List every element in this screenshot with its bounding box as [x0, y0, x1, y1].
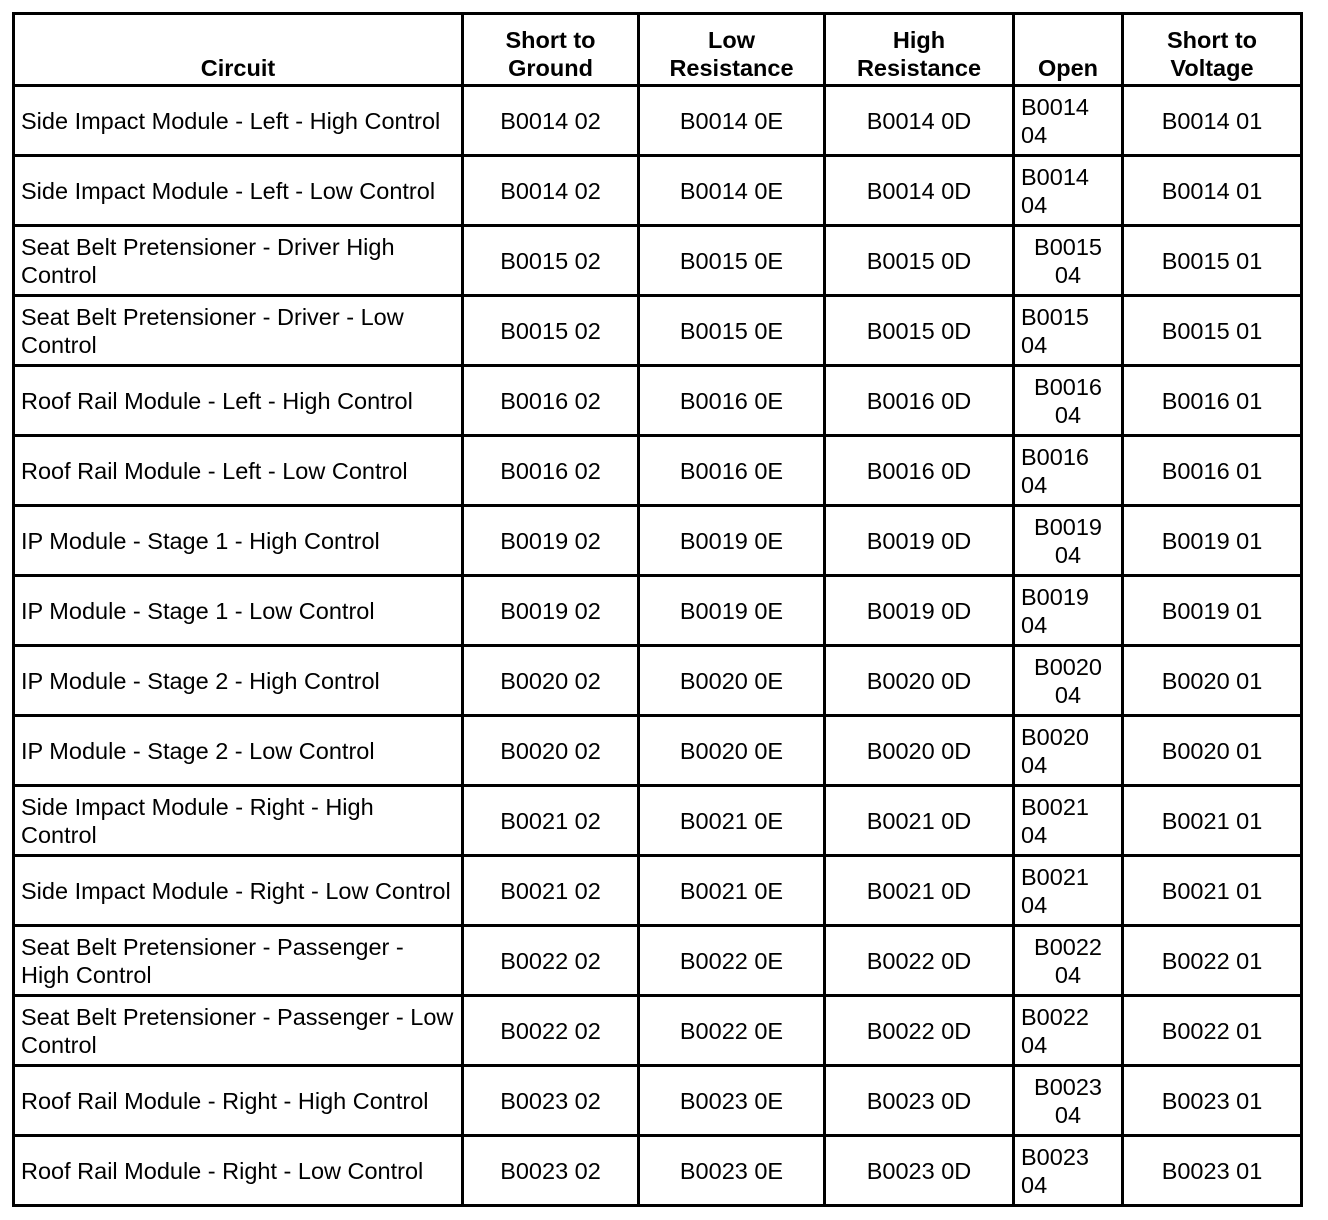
cell-circuit: Side Impact Module - Left - Low Control [14, 156, 463, 226]
cell-circuit: IP Module - Stage 1 - High Control [14, 506, 463, 576]
cell-open: B0021 04 [1014, 856, 1123, 926]
cell-short-to-ground: B0014 02 [463, 86, 639, 156]
cell-short-to-ground: B0023 02 [463, 1136, 639, 1206]
cell-low-resistance: B0014 0E [639, 156, 825, 226]
table-row [14, 576, 1302, 646]
cell-short-to-ground: B0020 02 [463, 716, 639, 786]
cell-short-to-voltage: B0022 01 [1123, 996, 1302, 1066]
cell-circuit: Side Impact Module - Right - High Control [14, 786, 463, 856]
dtc-table [12, 12, 1303, 1207]
cell-short-to-voltage: B0016 01 [1123, 366, 1302, 436]
cell-circuit: Side Impact Module - Right - Low Control [14, 856, 463, 926]
cell-short-to-ground: B0021 02 [463, 786, 639, 856]
cell-short-to-ground: B0016 02 [463, 366, 639, 436]
cell-short-to-ground: B0015 02 [463, 296, 639, 366]
cell-high-resistance: B0014 0D [825, 156, 1014, 226]
table-row [14, 1136, 1302, 1206]
table-row [14, 86, 1302, 156]
cell-circuit: IP Module - Stage 2 - Low Control [14, 716, 463, 786]
cell-open: B0014 04 [1014, 86, 1123, 156]
cell-high-resistance: B0021 0D [825, 856, 1014, 926]
cell-circuit: Roof Rail Module - Left - High Control [14, 366, 463, 436]
table-row [14, 366, 1302, 436]
cell-open: B0015 04 [1014, 226, 1123, 296]
cell-low-resistance: B0020 0E [639, 646, 825, 716]
cell-short-to-voltage: B0015 01 [1123, 226, 1302, 296]
cell-low-resistance: B0022 0E [639, 996, 825, 1066]
cell-short-to-ground: B0014 02 [463, 156, 639, 226]
cell-high-resistance: B0014 0D [825, 86, 1014, 156]
cell-low-resistance: B0021 0E [639, 856, 825, 926]
cell-short-to-voltage: B0014 01 [1123, 86, 1302, 156]
cell-short-to-ground: B0023 02 [463, 1066, 639, 1136]
cell-high-resistance: B0023 0D [825, 1136, 1014, 1206]
cell-high-resistance: B0015 0D [825, 296, 1014, 366]
cell-high-resistance: B0020 0D [825, 646, 1014, 716]
cell-open: B0023 04 [1014, 1136, 1123, 1206]
cell-circuit: Seat Belt Pretensioner - Driver - Low Control [14, 296, 463, 366]
cell-high-resistance: B0023 0D [825, 1066, 1014, 1136]
cell-short-to-voltage: B0021 01 [1123, 856, 1302, 926]
header-high-resistance: High Resistance [825, 14, 1014, 86]
cell-high-resistance: B0022 0D [825, 926, 1014, 996]
cell-high-resistance: B0019 0D [825, 506, 1014, 576]
cell-circuit: IP Module - Stage 1 - Low Control [14, 576, 463, 646]
cell-open: B0015 04 [1014, 296, 1123, 366]
cell-open: B0019 04 [1014, 576, 1123, 646]
cell-open: B0020 04 [1014, 716, 1123, 786]
table-row [14, 506, 1302, 576]
table-row [14, 926, 1302, 996]
header-short-to-voltage: Short to Voltage [1123, 14, 1302, 86]
cell-short-to-voltage: B0016 01 [1123, 436, 1302, 506]
cell-circuit: IP Module - Stage 2 - High Control [14, 646, 463, 716]
cell-short-to-ground: B0020 02 [463, 646, 639, 716]
cell-low-resistance: B0020 0E [639, 716, 825, 786]
cell-short-to-ground: B0019 02 [463, 576, 639, 646]
cell-high-resistance: B0016 0D [825, 436, 1014, 506]
cell-short-to-voltage: B0020 01 [1123, 646, 1302, 716]
cell-short-to-voltage: B0021 01 [1123, 786, 1302, 856]
cell-low-resistance: B0015 0E [639, 226, 825, 296]
table-row [14, 856, 1302, 926]
cell-short-to-voltage: B0023 01 [1123, 1066, 1302, 1136]
cell-circuit: Roof Rail Module - Right - High Control [14, 1066, 463, 1136]
cell-short-to-ground: B0015 02 [463, 226, 639, 296]
cell-short-to-voltage: B0020 01 [1123, 716, 1302, 786]
cell-short-to-ground: B0019 02 [463, 506, 639, 576]
cell-short-to-ground: B0021 02 [463, 856, 639, 926]
cell-circuit: Seat Belt Pretensioner - Passenger - High Control [14, 926, 463, 996]
cell-low-resistance: B0021 0E [639, 786, 825, 856]
cell-open: B0019 04 [1014, 506, 1123, 576]
header-open: Open [1014, 14, 1123, 86]
cell-low-resistance: B0019 0E [639, 506, 825, 576]
cell-open: B0014 04 [1014, 156, 1123, 226]
table-row [14, 646, 1302, 716]
cell-high-resistance: B0015 0D [825, 226, 1014, 296]
cell-short-to-voltage: B0022 01 [1123, 926, 1302, 996]
cell-low-resistance: B0019 0E [639, 576, 825, 646]
cell-circuit: Seat Belt Pretensioner - Driver High Control [14, 226, 463, 296]
cell-open: B0023 04 [1014, 1066, 1123, 1136]
cell-high-resistance: B0021 0D [825, 786, 1014, 856]
cell-open: B0016 04 [1014, 366, 1123, 436]
cell-low-resistance: B0023 0E [639, 1136, 825, 1206]
cell-low-resistance: B0014 0E [639, 86, 825, 156]
cell-short-to-voltage: B0023 01 [1123, 1136, 1302, 1206]
cell-short-to-voltage: B0019 01 [1123, 576, 1302, 646]
table-row [14, 1066, 1302, 1136]
cell-short-to-voltage: B0015 01 [1123, 296, 1302, 366]
cell-short-to-ground: B0022 02 [463, 926, 639, 996]
cell-open: B0022 04 [1014, 926, 1123, 996]
cell-short-to-ground: B0016 02 [463, 436, 639, 506]
cell-open: B0016 04 [1014, 436, 1123, 506]
table-row [14, 436, 1302, 506]
table-row [14, 786, 1302, 856]
table-row [14, 296, 1302, 366]
cell-low-resistance: B0022 0E [639, 926, 825, 996]
cell-low-resistance: B0023 0E [639, 1066, 825, 1136]
cell-short-to-voltage: B0014 01 [1123, 156, 1302, 226]
cell-open: B0021 04 [1014, 786, 1123, 856]
cell-high-resistance: B0022 0D [825, 996, 1014, 1066]
cell-short-to-voltage: B0019 01 [1123, 506, 1302, 576]
cell-high-resistance: B0020 0D [825, 716, 1014, 786]
header-low-resistance: Low Resistance [639, 14, 825, 86]
cell-open: B0020 04 [1014, 646, 1123, 716]
table-row [14, 156, 1302, 226]
header-circuit: Circuit [14, 14, 463, 86]
cell-low-resistance: B0016 0E [639, 436, 825, 506]
table-row [14, 996, 1302, 1066]
cell-high-resistance: B0016 0D [825, 366, 1014, 436]
cell-circuit: Seat Belt Pretensioner - Passenger - Low Control [14, 996, 463, 1066]
header-short-to-ground: Short to Ground [463, 14, 639, 86]
cell-high-resistance: B0019 0D [825, 576, 1014, 646]
cell-circuit: Roof Rail Module - Left - Low Control [14, 436, 463, 506]
cell-circuit: Side Impact Module - Left - High Control [14, 86, 463, 156]
cell-short-to-ground: B0022 02 [463, 996, 639, 1066]
cell-circuit: Roof Rail Module - Right - Low Control [14, 1136, 463, 1206]
header-row [14, 14, 1302, 86]
cell-low-resistance: B0015 0E [639, 296, 825, 366]
cell-low-resistance: B0016 0E [639, 366, 825, 436]
table-row [14, 716, 1302, 786]
table-row [14, 226, 1302, 296]
cell-open: B0022 04 [1014, 996, 1123, 1066]
